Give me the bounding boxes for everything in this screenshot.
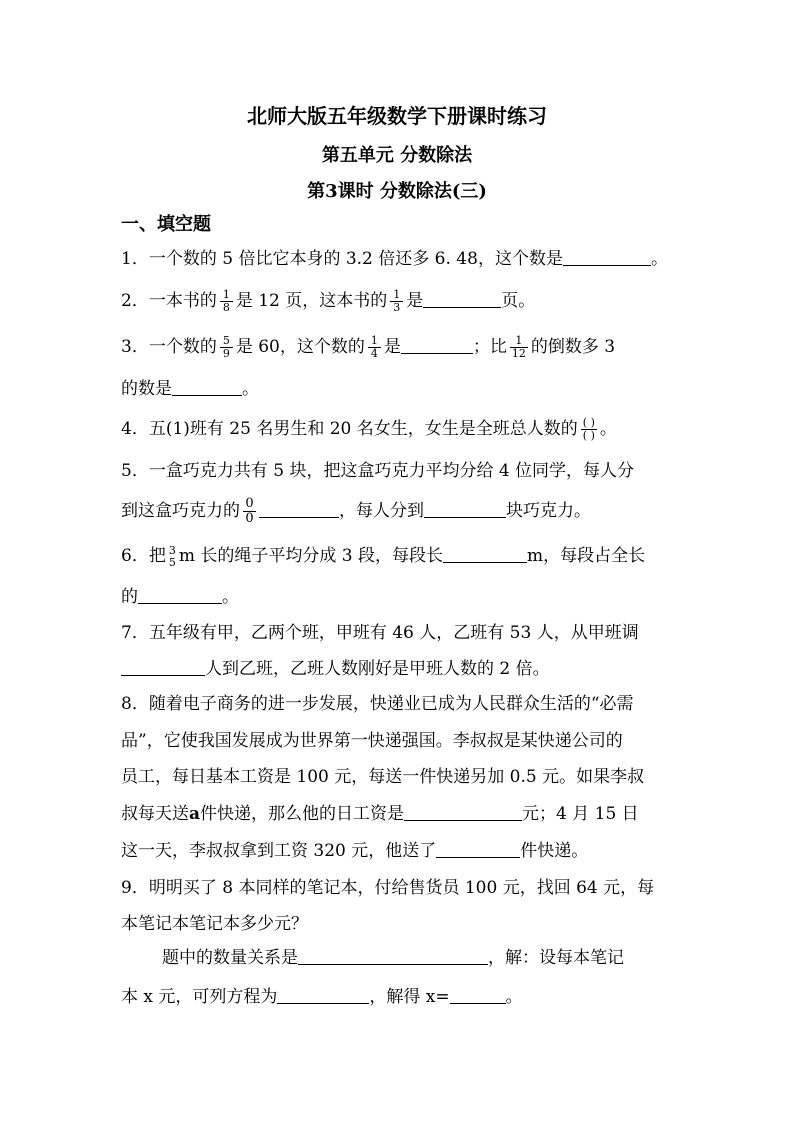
numerator: 1 — [393, 288, 401, 301]
question-5-part-c: 块巧克力。 — [506, 501, 591, 521]
answer-blank[interactable] — [436, 839, 520, 858]
numerator: 3 — [168, 543, 176, 557]
question-6-part-c: m，每段占全长 — [526, 546, 646, 566]
question-1-end: 。 — [650, 249, 668, 269]
answer-blank[interactable] — [259, 499, 339, 518]
question-5-part-a: 到这盒巧克力的 — [121, 501, 240, 521]
numerator: 1 — [222, 288, 230, 301]
question-7-line-2-text: 人到乙班，乙班人数刚好是甲班人数的 2 倍。 — [205, 659, 550, 679]
question-4-text: 4．五(1)班有 25 名男生和 20 名女生，女生是全班总人数的 — [121, 419, 578, 439]
question-6-end: 。 — [222, 587, 239, 607]
question-8-text: 件快递。 — [520, 841, 589, 861]
question-1-text: 1．一个数的 5 倍比它本身的 3.2 倍还多 6. 48，这个数是 — [121, 249, 563, 269]
question-8-text: 这一天，李叔叔拿到工资 320 元，他送了 — [121, 841, 437, 861]
question-4 — [121, 414, 617, 444]
fraction-blank[interactable] — [582, 417, 596, 442]
question-8-text: 元；4 月 15 日 — [522, 804, 639, 824]
fraction-one-third — [391, 289, 402, 314]
question-8-line-2 — [121, 726, 623, 756]
question-2-part-a: 2．一本书的 — [121, 291, 217, 311]
question-8-line-1 — [121, 689, 634, 719]
question-7-line-1: 7．五年级有甲，乙两个班，甲班有 46 人，乙班有 53 人，从甲班调 — [121, 623, 639, 643]
denominator: 8 — [222, 301, 230, 314]
question-9-line-4 — [121, 982, 523, 1012]
fraction-one-twelfth — [511, 335, 527, 360]
question-9-text: 本笔记本笔记本多少元？ — [121, 914, 308, 934]
answer-blank[interactable] — [277, 985, 369, 1004]
question-5-line-2 — [121, 496, 591, 526]
variable-a: a — [189, 804, 201, 824]
answer-blank[interactable] — [121, 657, 205, 676]
question-9-text: 题中的数量关系是 — [162, 948, 298, 968]
question-6-part-a: 6．把 — [121, 546, 166, 566]
question-3-line-2-text: 的数是 — [121, 379, 172, 399]
question-3-line-2 — [121, 374, 259, 404]
denominator: 12 — [511, 347, 526, 360]
answer-blank[interactable] — [424, 499, 506, 518]
answer-blank[interactable] — [401, 335, 473, 354]
denominator: 5 — [168, 555, 176, 569]
section-heading: 一、填空题 — [121, 214, 211, 235]
question-3-separator: ；比 — [472, 337, 507, 357]
question-8-text: 叔每天送 — [121, 804, 189, 824]
denominator: ( ) — [582, 429, 595, 442]
worksheet-title: 北师大版五年级数学下册课时练习 — [247, 104, 547, 128]
numerator: ( ) — [582, 416, 595, 429]
fraction-three-fifths — [167, 545, 178, 569]
question-7-line-2 — [121, 654, 550, 684]
question-1 — [121, 244, 668, 274]
answer-blank[interactable] — [138, 585, 222, 604]
numerator: 0 — [245, 496, 254, 511]
question-7 — [121, 618, 639, 648]
question-8-text: 品”，它使我国发展成为世界第一快递强国。李叔叔是某快递公司的 — [121, 731, 623, 751]
question-5 — [121, 456, 634, 486]
question-8-line-5 — [121, 836, 588, 866]
question-8-line-4 — [121, 799, 639, 829]
question-9-text: ，解：设每本笔记 — [488, 948, 624, 968]
question-9-line-2 — [121, 909, 308, 939]
question-9-text: ，解得 x= — [369, 987, 450, 1007]
question-2-part-b: 是 12 页，这本书的 — [235, 291, 388, 311]
question-8-text: 8．随着电子商务的进一步发展，快递业已成为人民群众生活的“必需 — [121, 694, 634, 714]
question-9-text: 。 — [505, 987, 523, 1007]
question-6-line-2 — [121, 582, 239, 612]
question-9-text: 9．明明买了 8 本同样的笔记本，付给售货员 100 元，找回 64 元，每 — [121, 878, 655, 898]
question-2-part-d: 页。 — [501, 291, 536, 311]
question-2 — [121, 286, 535, 316]
question-8-line-3 — [121, 762, 644, 792]
question-3 — [121, 332, 615, 362]
answer-blank[interactable] — [443, 544, 527, 563]
question-9-text: 本 x 元，可列方程为 — [121, 987, 278, 1007]
question-3-part-c: 是 — [383, 337, 401, 357]
question-3-part-b: 是 60，这个数的 — [235, 337, 365, 357]
denominator: 3 — [393, 301, 401, 314]
question-6-line-2-text: 的 — [121, 587, 138, 607]
unit-title: 第五单元 分数除法 — [321, 145, 473, 166]
denominator: 4 — [370, 347, 378, 360]
question-6 — [121, 541, 645, 571]
question-8-text: 件快递，那么他的日工资是 — [200, 804, 405, 824]
fraction-blank[interactable] — [244, 497, 255, 526]
denominator: 9 — [222, 347, 230, 360]
question-6-part-b: m 长的绳子平均分成 3 段，每段长 — [178, 546, 443, 566]
question-8-text: 员工，每日基本工资是 100 元，每送一件快递另加 0.5 元。如果李叔 — [121, 767, 645, 787]
lesson-title: 第3课时 分数除法(三) — [307, 181, 487, 202]
answer-blank[interactable] — [404, 802, 522, 821]
question-3-end: 。 — [242, 379, 259, 399]
fraction-five-ninths — [221, 335, 232, 360]
question-5-part-b: ，每人分到 — [339, 501, 424, 521]
question-2-part-c: 是 — [406, 291, 424, 311]
numerator: 5 — [222, 334, 230, 347]
answer-blank[interactable] — [423, 289, 501, 308]
question-9-line-3 — [162, 943, 624, 973]
question-3-part-a: 3．一个数的 — [121, 337, 217, 357]
question-3-part-d: 的倒数多 3 — [530, 337, 616, 357]
answer-blank[interactable] — [172, 377, 242, 396]
answer-blank[interactable] — [450, 985, 506, 1004]
answer-blank[interactable] — [298, 946, 488, 965]
question-5-line-1: 5．一盒巧克力共有 5 块，把这盒巧克力平均分给 4 位同学，每人分 — [121, 461, 635, 481]
denominator: 0 — [245, 511, 254, 526]
numerator: 1 — [515, 334, 523, 347]
fraction-one-eighth — [221, 289, 232, 314]
numerator: 1 — [370, 334, 378, 347]
answer-blank[interactable] — [563, 247, 651, 266]
question-4-end: 。 — [599, 419, 617, 439]
question-9-line-1 — [121, 873, 654, 903]
fraction-one-quarter — [369, 335, 380, 360]
